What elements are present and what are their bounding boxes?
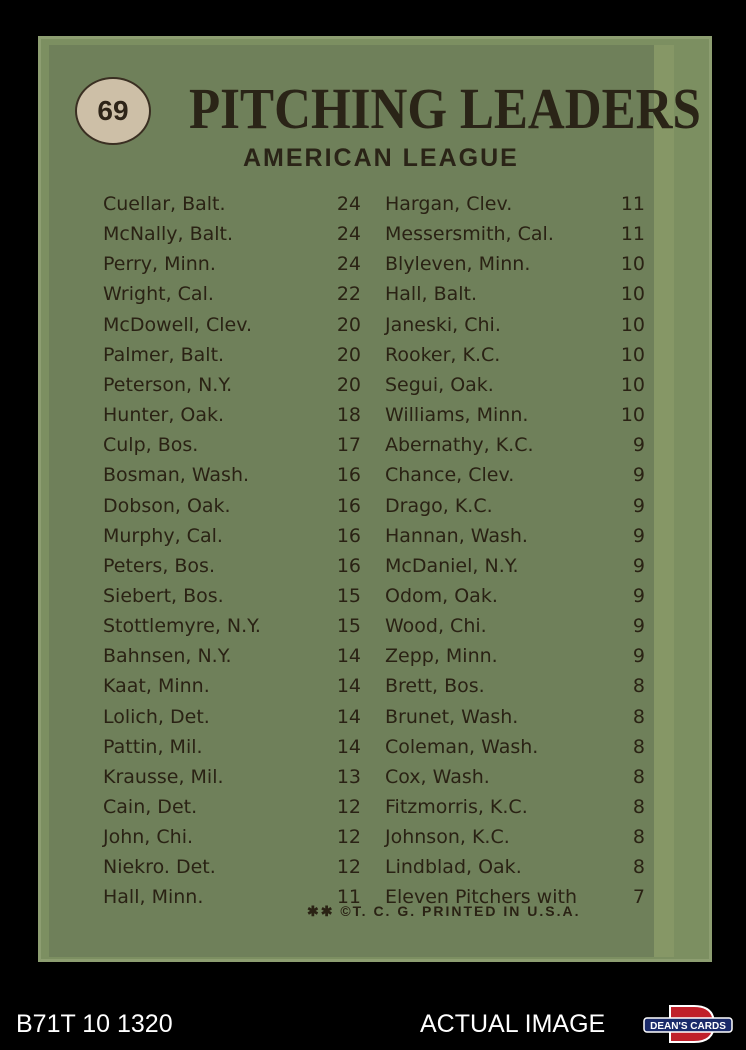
pitcher-name: Hannan, Wash. [385,524,528,547]
win-count: 20 [336,313,361,336]
pitcher-name: Peterson, N.Y. [103,373,233,396]
pitcher-name: Cox, Wash. [385,765,490,788]
pitcher-name: Pattin, Mil. [103,735,203,758]
win-count: 10 [620,283,645,306]
win-count: 11 [336,886,361,909]
pitcher-name: Janeski, Chi. [385,313,501,336]
card-title: PITCHING LEADERS [189,76,701,141]
win-count: 15 [336,584,361,607]
win-count: 18 [336,404,361,427]
win-count: 10 [620,313,645,336]
win-count: 9 [632,494,645,517]
pitcher-name: Bahnsen, N.Y. [103,645,232,668]
card-panel [49,45,701,957]
pitcher-name: Williams, Minn. [385,404,529,427]
win-count: 9 [632,645,645,668]
pitcher-name: McDowell, Clev. [103,313,253,336]
win-count: 14 [336,675,361,698]
win-count: 8 [632,796,645,818]
pitcher-name: Cuellar, Balt. [103,193,226,215]
win-count: 10 [620,253,645,276]
card-number-badge: 69 [75,77,151,145]
win-count: 12 [336,796,361,818]
pitcher-name: Rooker, K.C. [385,343,501,366]
pitcher-name: Kaat, Minn. [103,675,210,698]
win-count: 9 [632,464,645,487]
pitcher-name: Brett, Bos. [385,675,485,698]
win-count: 14 [336,735,361,758]
card-subtitle: AMERICAN LEAGUE [243,144,519,172]
win-count: 8 [632,705,645,728]
win-count: 8 [632,735,645,758]
pitcher-name: Brunet, Wash. [385,705,519,728]
inventory-code: B71T 10 1320 [16,1010,173,1038]
pitcher-name: Coleman, Wash. [385,735,539,758]
pitcher-name: Messersmith, Cal. [385,223,554,246]
pitcher-name: Hargan, Clev. [385,193,513,215]
pitcher-name: Eleven Pitchers with [385,886,577,909]
pitcher-name: Krausse, Mil. [103,765,224,788]
win-count: 24 [336,223,361,246]
win-count: 9 [632,434,645,457]
deans-cards-logo [642,1004,734,1044]
pitcher-name: Palmer, Balt. [103,343,225,366]
pitcher-name: Drago, K.C. [385,494,493,517]
pitcher-name: Siebert, Bos. [103,584,224,607]
win-count: 12 [336,856,361,879]
logo-wordmark: DEAN'S CARDS [650,1021,726,1032]
pitcher-name: Wright, Cal. [103,283,214,306]
pitcher-name: Culp, Bos. [103,434,199,457]
pitcher-name: Wood, Chi. [385,615,487,638]
win-count: 10 [620,404,645,427]
win-count: 8 [632,675,645,698]
win-count: 17 [336,434,361,457]
pitcher-name: Murphy, Cal. [103,524,223,547]
pitcher-name: Zepp, Minn. [385,645,498,668]
pitcher-name: Bosman, Wash. [103,464,250,487]
win-count: 9 [632,615,645,638]
win-count: 9 [632,524,645,547]
win-count: 9 [632,584,645,607]
win-count: 8 [632,765,645,788]
pitcher-name: Hall, Minn. [103,886,204,909]
win-count: 10 [620,343,645,366]
pitcher-name: Niekro. Det. [103,856,216,879]
win-count: 14 [336,645,361,668]
win-count: 8 [632,856,645,879]
pitcher-name: Dobson, Oak. [103,494,231,517]
win-count: 11 [620,223,645,246]
pitcher-name: Peters, Bos. [103,554,215,577]
win-count: 24 [336,253,361,276]
win-count: 20 [336,373,361,396]
pitcher-name: Odom, Oak. [385,584,498,607]
pitcher-name: Johnson, K.C. [385,826,510,849]
pitcher-name: Hunter, Oak. [103,404,225,427]
win-count: 16 [336,494,361,517]
win-count: 13 [336,765,361,788]
win-count: 16 [336,464,361,487]
win-count: 11 [620,193,645,215]
trading-card-back [38,36,712,962]
win-count: 14 [336,705,361,728]
win-count: 22 [336,283,361,306]
pitcher-name: Blyleven, Minn. [385,253,531,276]
win-count: 10 [620,373,645,396]
win-count: 7 [632,886,645,909]
win-count: 16 [336,554,361,577]
pitcher-name: McNally, Balt. [103,223,234,246]
win-count: 24 [336,193,361,215]
win-count: 15 [336,615,361,638]
win-count: 20 [336,343,361,366]
pitcher-name: Stottlemyre, N.Y. [103,615,261,638]
actual-image-label: ACTUAL IMAGE [420,1010,606,1038]
pitcher-name: Lindblad, Oak. [385,856,522,879]
win-count: 16 [336,524,361,547]
pitcher-name: Abernathy, K.C. [385,434,534,457]
win-count: 9 [632,554,645,577]
pitcher-name: Perry, Minn. [103,253,216,276]
pitcher-name: Lolich, Det. [103,705,210,728]
pitcher-name: Segui, Oak. [385,373,494,396]
pitcher-name: McDaniel, N.Y. [385,554,519,577]
pitcher-name: Fitzmorris, K.C. [385,796,528,818]
win-count: 8 [632,826,645,849]
pitcher-name: Cain, Det. [103,796,198,818]
pitcher-name: Chance, Clev. [385,464,515,487]
win-count: 12 [336,826,361,849]
pitcher-name: John, Chi. [103,826,194,849]
pitcher-name: Hall, Balt. [385,283,478,306]
copyright-line: ✱✱ ©T. C. G. PRINTED IN U.S.A. [307,903,581,919]
